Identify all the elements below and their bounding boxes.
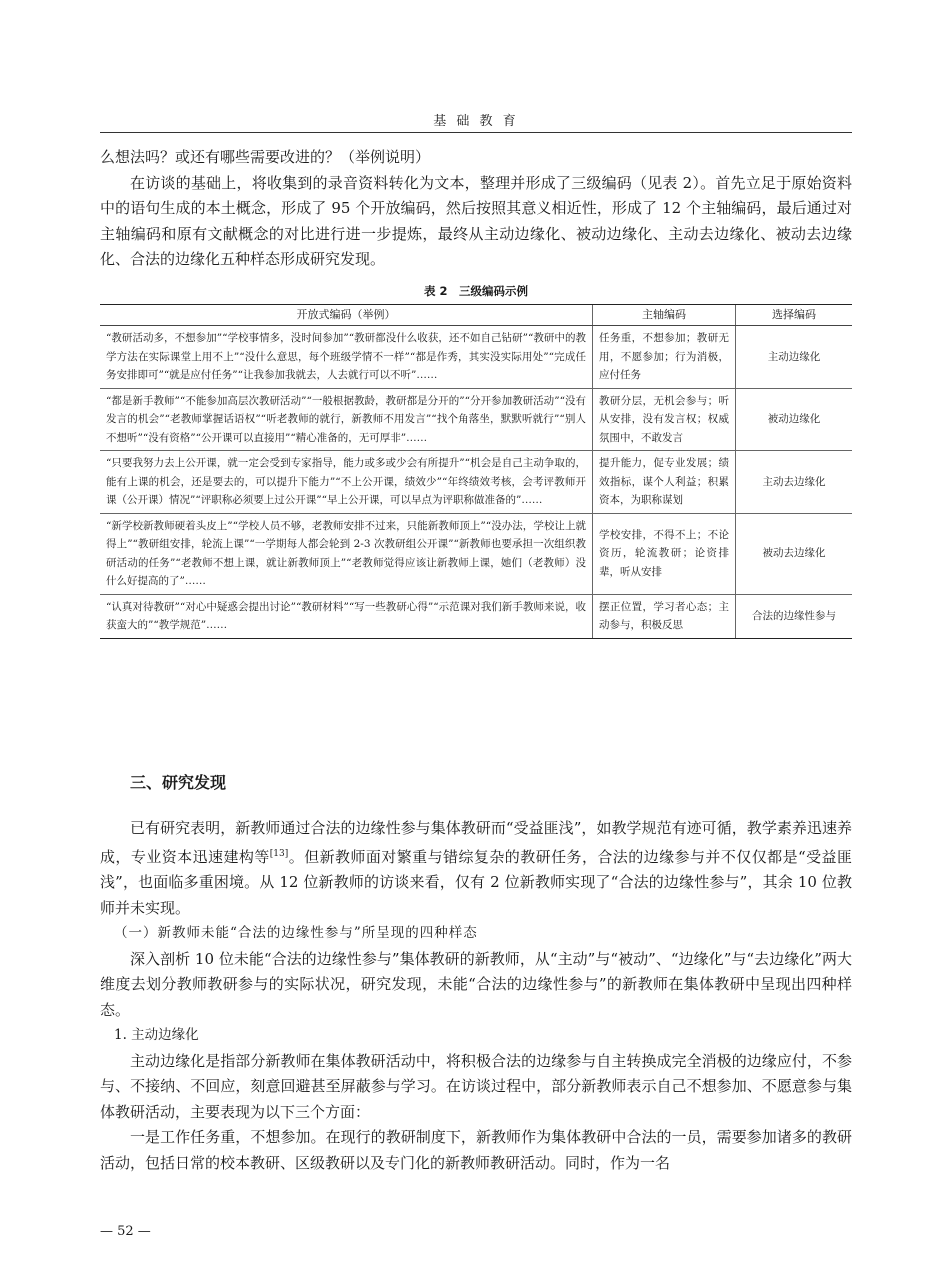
selective-code-cell: 主动边缘化 [736, 326, 853, 389]
selective-code-cell: 合法的边缘性参与 [736, 594, 853, 638]
findings-text: 已有研究表明，新教师通过合法的边缘性参与集体教研而“受益匪浅”，如教学规范有迹可循，教学素养迅速养成，专业资本迅速建构等 [100, 819, 852, 866]
open-code-cell: “认真对待教研”“对心中疑惑会提出讨论”“教研材料”“写一些教研心得”“示范课对我们新手教师来说，收获蛮大的”“教学规范”…… [100, 594, 593, 638]
findings-text-cont: 。但新教师面对繁重与错综复杂的教研任务，合法的边缘参与并不仅仅都是“受益匪浅”，也面临多重困境。从 12 位新教师的访谈来看，仅有 2 位新教师实现了“合法的边缘性参与”，其余 10 位教师并未实现。 [100, 847, 852, 917]
findings-paragraph-4: 一是工作任务重，不想参加。在现行的教研制度下，新教师作为集体教研中合法的一员，需要参加诸多的教研活动，包括日常的校本教研、区级教研以及专门化的新教师教研活动。同时，作为一名 [100, 1128, 852, 1172]
citation: [13] [269, 848, 289, 859]
table-row [100, 451, 852, 514]
findings-paragraph-2: 深入剖析 10 位未能“合法的边缘性参与”集体教研的新教师，从“主动”与“被动”、“边缘化”与“去边缘化”两大维度去划分教师教研参与的实际状况，研究发现，未能“合法的边缘性参与”的新教师在集体教研中呈现出四种样态。 [100, 949, 852, 1019]
open-code-cell: “教研活动多，不想参加”“学校事情多，没时间参加”“教研都没什么收获，还不如自己钻研”“教研中的教学方法在实际课堂上用不上”“没什么意思，每个班级学情不一样”“都是作秀，其实没实际用处”“完成任务安排即可”“就是应付任务”“让我参加我就去，人去就行可以不听”…… [100, 326, 593, 389]
col-header-axial: 主轴编码 [593, 305, 736, 326]
header-rule [100, 132, 852, 133]
table-caption: 表 2 三级编码示例 [423, 284, 528, 298]
open-code-cell: “都是新手教师”“不能参加高层次教研活动”“一般根据教龄，教研都是分开的”“分开参加教研活动”“没有发言的机会”“老教师掌握话语权”“听老教师的就行，新教师不用发言”“找个角落坐，默默听就行”“别人不想听”“没有资格”“公开课可以直接用”“精心准备的，无可厚非”…… [100, 388, 593, 451]
table-row [100, 326, 852, 389]
table-row [100, 594, 852, 638]
running-header: 基 础 教 育 [433, 114, 519, 129]
selective-code-cell: 主动去边缘化 [736, 451, 853, 514]
open-code-cell: “只要我努力去上公开课，就一定会受到专家指导，能力或多或少会有所提升”“机会是自己主动争取的，能有上课的机会，还是要去的，可以提升下能力”“不上公开课，绩效少”“年终绩效考核，会考评教师开课（公开课）情况”“评职称必须要上过公开课”“早上公开课，可以早点为评职称做准备的”…… [100, 451, 593, 514]
selective-code-cell: 被动边缘化 [736, 388, 853, 451]
axial-code-cell: 学校安排，不得不上；不论资历，轮流教研；论资排辈，听从安排 [593, 513, 736, 594]
findings-paragraph-1 [100, 816, 852, 921]
section-heading: 三、研究发现 [130, 773, 227, 792]
findings-paragraph-3: 主动边缘化是指部分新教师在集体教研活动中，将积极合法的边缘参与自主转换成完全消极的边缘应付，不参与、不接纳、不回应，刻意回避甚至屏蔽参与学习。在访谈过程中，部分新教师表示自己不想参加、不愿意参与集体教研活动，主要表现为以下三个方面： [100, 1051, 852, 1121]
col-header-selective: 选择编码 [736, 305, 853, 326]
axial-code-cell: 任务重，不想参加；教研无用，不愿参加；行为消极，应付任务 [593, 326, 736, 389]
intro-line: 么想法吗？或还有哪些需要改进的？（举例说明） [100, 148, 431, 166]
selective-code-cell: 被动去边缘化 [736, 513, 853, 594]
axial-code-cell: 教研分层，无机会参与；听从安排，没有发言权；权威氛围中，不敢发言 [593, 388, 736, 451]
axial-code-cell: 提升能力，促专业发展；绩效指标，谋个人利益；积累资本，为职称谋划 [593, 451, 736, 514]
intro-paragraph: 在访谈的基础上，将收集到的录音资料转化为文本，整理并形成了三级编码（见表 2）。首先立足于原始资料中的语句生成的本土概念，形成了 95 个开放编码，然后按照其意义相近性，形成了 12 个主轴编码，最后通过对主轴编码和原有文献概念的对比进行进一步提炼，最终从主动边缘化、被动边缘化、主动去边缘化、被动去边缘化、合法的边缘化五种样态形成研究发现。 [100, 173, 852, 268]
table-header-row [100, 305, 852, 326]
table-row [100, 388, 852, 451]
intro-block [100, 145, 852, 273]
sub-subsection-heading: 1. 主动边缘化 [114, 1027, 199, 1043]
table-row [100, 513, 852, 594]
coding-table [100, 304, 852, 639]
col-header-open: 开放式编码（举例） [100, 305, 593, 326]
open-code-cell: “新学校新教师硬着头皮上”“学校人员不够，老教师安排不过来，只能新教师顶上”“没办法，学校让上就得上”“教研组安排，轮流上课”“一学期每人都会轮到 2-3 次教研组公开课”“新教师也要承担一次组织教研活动的任务”“老教师不想上课，就让新教师顶上”“老教师觉得应该让新教师上课，她们（老教师）没什么好提高的了”…… [100, 513, 593, 594]
subsection-heading: （一）新教师未能“合法的边缘性参与”所呈现的四种样态 [114, 925, 478, 941]
page-number: — 52 — [100, 1224, 151, 1239]
findings-block [100, 816, 852, 1176]
axial-code-cell: 摆正位置，学习者心态；主动参与，积极反思 [593, 594, 736, 638]
